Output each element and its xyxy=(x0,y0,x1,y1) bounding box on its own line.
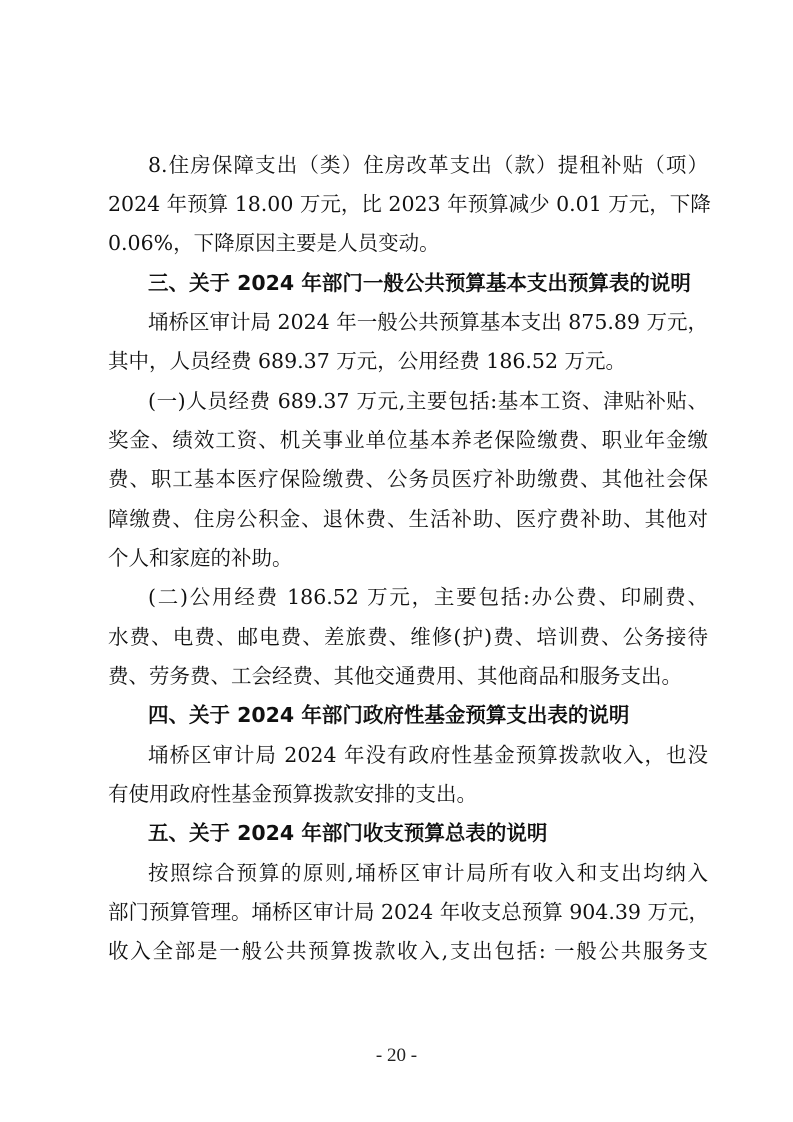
section4-p1-line-2: 有使用政府性基金预算拨款安排的支出。 xyxy=(108,782,477,806)
section5-p1-line-1: 按照综合预算的原则,埇桥区审计局所有收入和支出均纳入 xyxy=(148,861,708,885)
section4-p1-line-1: 埇桥区审计局 2024 年没有政府性基金预算拨款收入，也没 xyxy=(148,743,708,767)
section3-p2-line-1: (一)人员经费 689.37 万元,主要包括:基本工资、津贴补贴、 xyxy=(148,389,708,413)
section3-p3-line-3: 费、劳务费、工会经费、其他交通费用、其他商品和服务支出。 xyxy=(108,664,682,688)
section5-heading: 五、关于 2024 年部门收支预算总表的说明 xyxy=(148,821,548,845)
section4-heading: 四、关于 2024 年部门政府性基金预算支出表的说明 xyxy=(148,703,630,727)
section8-line-3: 0.06%，下降原因主要是人员变动。 xyxy=(108,231,440,255)
section3-p1-line-1: 埇桥区审计局 2024 年一般公共预算基本支出 875.89 万元， xyxy=(148,310,708,334)
section8-line-1: 8.住房保障支出（类）住房改革支出（款）提租补贴（项） xyxy=(148,153,708,177)
section5-p1-line-2: 部门预算管理。埇桥区审计局 2024 年收支总预算 904.39 万元， xyxy=(108,900,709,924)
section3-p1-line-2: 其中，人员经费 689.37 万元，公用经费 186.52 万元。 xyxy=(108,349,627,373)
section3-p2-line-5: 个人和家庭的补助。 xyxy=(108,546,293,570)
section3-p3-line-1: (二)公用经费 186.52 万元，主要包括:办公费、印刷费、 xyxy=(148,585,708,609)
section3-p2-line-2: 奖金、绩效工资、机关事业单位基本养老保险缴费、职业年金缴 xyxy=(108,428,708,452)
section8-line-2: 2024 年预算 18.00 万元，比 2023 年预算减少 0.01 万元，下降 xyxy=(108,192,711,216)
section3-p2-line-3: 费、职工基本医疗保险缴费、公务员医疗补助缴费、其他社会保 xyxy=(108,467,708,491)
section5-p1-line-3: 收入全部是一般公共预算拨款收入,支出包括: 一般公共服务支 xyxy=(108,939,708,963)
section3-p3-line-2: 水费、电费、邮电费、差旅费、维修(护)费、培训费、公务接待 xyxy=(108,625,708,649)
section3-p2-line-4: 障缴费、住房公积金、退休费、生活补助、医疗费补助、其他对 xyxy=(108,507,708,531)
section3-heading: 三、关于 2024 年部门一般公共预算基本支出预算表的说明 xyxy=(148,271,691,295)
page-number: - 20 - xyxy=(375,1045,418,1066)
